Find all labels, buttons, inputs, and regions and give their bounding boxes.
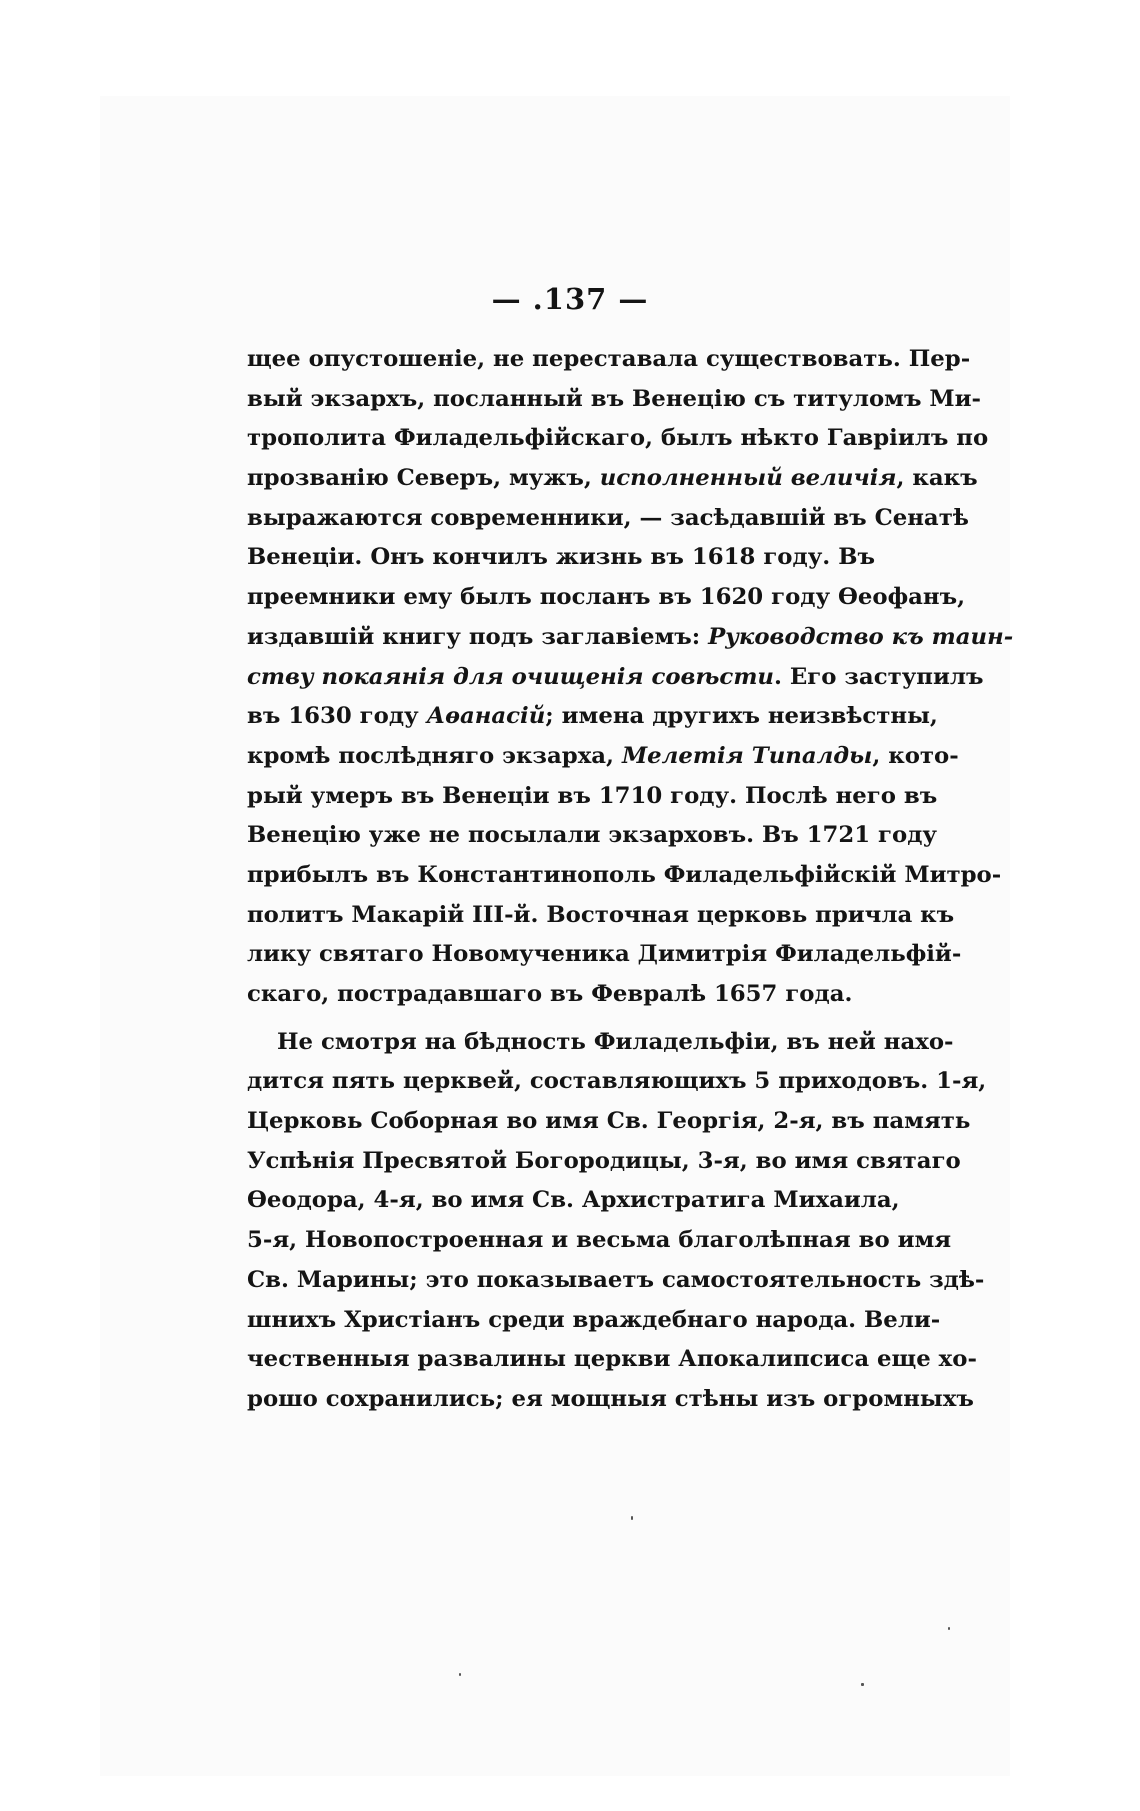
text-run: Ѳеодора, 4-я, во имя Св. Архистратига Михаила,	[247, 1187, 900, 1214]
scan-speck	[459, 1673, 461, 1676]
text-run: Не смотря на бѣдность Филадельфіи, въ ней нахо-	[277, 1028, 954, 1055]
text-line	[247, 1102, 971, 1142]
text-run: издавшій книгу подъ заглавіемъ:	[247, 623, 709, 650]
text-run: 5-я, Новопостроенная и весьма благолѣпная во имя	[247, 1227, 952, 1254]
text-run: шнихъ Христіанъ среди враждебнаго народа. Вели-	[247, 1306, 941, 1333]
italic-text: Мелетія Типалды	[621, 742, 873, 769]
text-line	[247, 618, 1014, 658]
text-run: выражаются современники, — засѣдавшій въ Сенатѣ	[247, 504, 969, 531]
text-line	[247, 975, 875, 1015]
text-run: , какъ	[896, 465, 978, 492]
text-run: трополита Филадельфійскаго, былъ нѣкто Гавріилъ по	[247, 425, 989, 452]
text-line	[247, 697, 938, 737]
text-line	[247, 1062, 987, 1102]
text-line	[247, 1023, 954, 1063]
text-line	[247, 1340, 977, 1380]
text-line	[247, 1380, 974, 1420]
text-line	[247, 1301, 941, 1341]
text-line	[247, 1261, 985, 1301]
text-run: Церковь Соборная во имя Св. Георгія, 2-я, въ память	[247, 1108, 971, 1135]
text-line	[247, 856, 1002, 896]
text-line	[247, 737, 959, 777]
text-run: въ 1630 году	[247, 703, 427, 730]
scan-speck	[631, 1516, 633, 1520]
scan-speck	[861, 1683, 864, 1686]
text-line	[247, 777, 938, 817]
italic-text: Руководство къ таин-	[708, 623, 1014, 650]
italic-text: Аѳанасій	[426, 703, 546, 730]
text-line	[247, 1181, 900, 1221]
text-line	[247, 1142, 961, 1182]
text-run: прозванію Северъ, мужъ,	[247, 465, 600, 492]
text-line	[247, 499, 969, 539]
text-run: Успѣнія Пресвятой Богородицы, 3-я, во имя святаго	[247, 1147, 961, 1174]
page-number: — .137 —	[491, 282, 649, 316]
text-line	[247, 380, 981, 420]
text-run: ; имена другихъ неизвѣстны,	[545, 703, 938, 730]
text-line	[247, 935, 962, 975]
text-run: политъ Макарій III-й. Восточная церковь причла къ	[247, 901, 955, 928]
text-line	[247, 459, 978, 499]
italic-text: исполненный величія	[599, 465, 897, 492]
text-line	[247, 538, 875, 578]
text-run: прибылъ въ Константинополь Филадельфійскій Митро-	[247, 861, 1002, 888]
italic-text: ству покаянія для очищенія совѣсти	[247, 663, 775, 690]
text-run: щее опустошеніе, не переставала существовать. Пер-	[247, 346, 971, 372]
text-line	[247, 578, 966, 618]
text-run: . Его заступилъ	[774, 663, 984, 690]
text-run: кромѣ послѣдняго экзарха,	[247, 742, 622, 769]
paragraph-gap	[247, 1015, 875, 1023]
text-run: Св. Марины; это показываетъ самостоятельность здѣ-	[247, 1266, 985, 1293]
text-line	[247, 419, 989, 459]
text-run: рошо сохранились; ея мощныя стѣны изъ огромныхъ	[247, 1385, 974, 1412]
text-run: Венецію уже не посылали экзарховъ. Въ 1721 году	[247, 822, 937, 849]
text-run: вый экзархъ, посланный въ Венецію съ титуломъ Ми-	[247, 385, 981, 412]
text-run: преемники ему былъ посланъ въ 1620 году Ѳеофанъ,	[247, 584, 966, 611]
text-run: лику святаго Новомученика Димитрія Филадельфій-	[247, 941, 962, 968]
text-run: дится пять церквей, составляющихъ 5 приходовъ. 1-я,	[247, 1068, 987, 1095]
text-run: , кото-	[872, 742, 959, 769]
text-line	[247, 340, 971, 380]
text-line	[247, 896, 955, 936]
text-run: Венеціи. Онъ кончилъ жизнь въ 1618 году. Въ	[247, 544, 875, 571]
text-run: рый умеръ въ Венеціи въ 1710 году. Послѣ него въ	[247, 782, 938, 809]
text-line	[247, 658, 984, 698]
text-line	[247, 816, 937, 856]
body-text	[247, 340, 1014, 1420]
scan-speck	[948, 1627, 950, 1630]
text-line	[247, 1221, 952, 1261]
text-run: чественныя развалины церкви Апокалипсиса еще хо-	[247, 1346, 977, 1373]
text-run: скаго, пострадавшаго въ Февралѣ 1657 года.	[247, 981, 853, 1007]
